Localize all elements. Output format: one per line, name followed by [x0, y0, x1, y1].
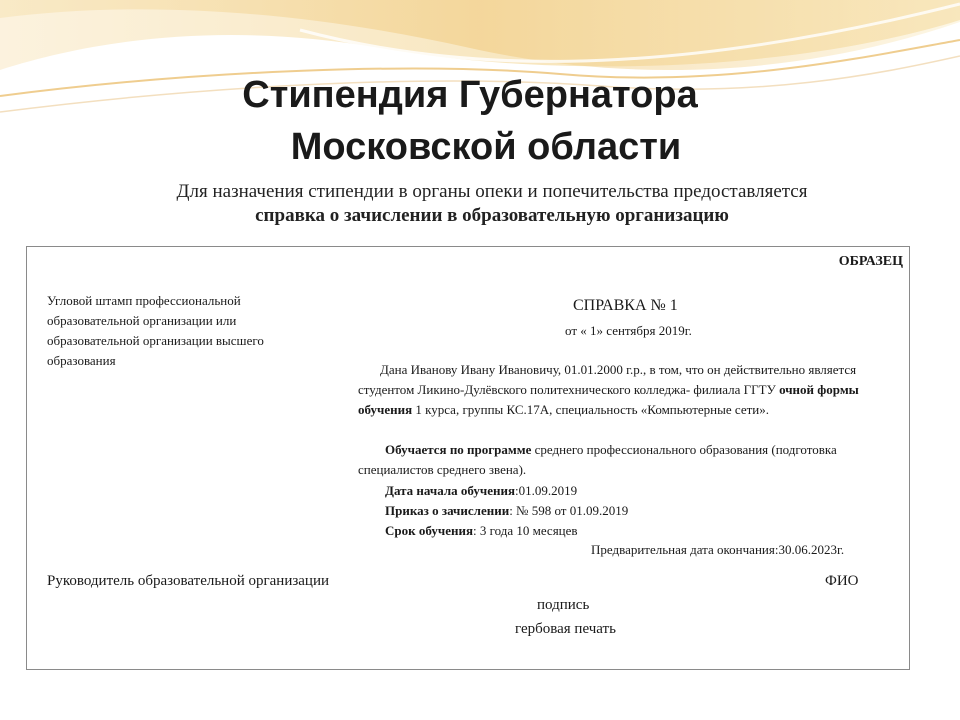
duration-value: : 3 года 10 месяцев [472, 523, 578, 538]
slide-title-line1: Стипендия Губернатора [242, 74, 698, 116]
duration-label: Срок обучения [385, 523, 473, 538]
head-of-organization-label: Руководитель образовательной организации [47, 573, 330, 589]
signature-label: подпись [537, 597, 590, 613]
para1-bold: очной формы обучения [358, 382, 859, 417]
para2-text: среднего профессионального образования (подготовка специалистов среднего звена). [358, 442, 837, 477]
start-date-row [385, 481, 577, 501]
order-row [385, 501, 628, 521]
start-date-value: :01.09.2019 [514, 483, 578, 498]
order-value: : № 598 от 01.09.2019 [509, 503, 629, 518]
intro-line2: справка о зачислении в образовательную организацию [255, 205, 729, 226]
para1-text-b: 1 курса, группы КС.17А, специальность «Компьютерные сети». [412, 402, 769, 417]
start-date-label: Дата начала обучения [385, 483, 515, 498]
certificate-title: СПРАВКА № 1 [573, 297, 678, 314]
corner-stamp-text: Угловой штамп профессиональной образовательной организации или образовательной организации высшего образования [47, 293, 264, 368]
fio-label: ФИО [825, 573, 859, 589]
para1-text-a: Дана Иванову Ивану Ивановичу, 01.01.2000 г.р., в том, что он действительно является студентом Ликино-Дулёвского политехнического колледжа- филиала ГГТУ [358, 362, 857, 397]
order-label: Приказ о зачислении [385, 503, 510, 518]
certificate-paragraph-1 [358, 360, 906, 420]
certificate-sample-box [26, 246, 910, 670]
preliminary-end-date: Предварительная дата окончания:30.06.2023г. [591, 542, 845, 557]
intro-line1: Для назначения стипендии в органы опеки и попечительства предоставляется [176, 181, 808, 202]
seal-label: гербовая печать [515, 621, 616, 637]
duration-row [385, 521, 578, 541]
sample-label: ОБРАЗЕЦ [838, 254, 903, 269]
certificate-date: от « 1» сентября 2019г. [565, 323, 692, 338]
slide-title-line2: Московской области [290, 126, 682, 168]
para2-bold: Обучается по программе [385, 442, 532, 457]
certificate-paragraph-2 [358, 440, 906, 480]
